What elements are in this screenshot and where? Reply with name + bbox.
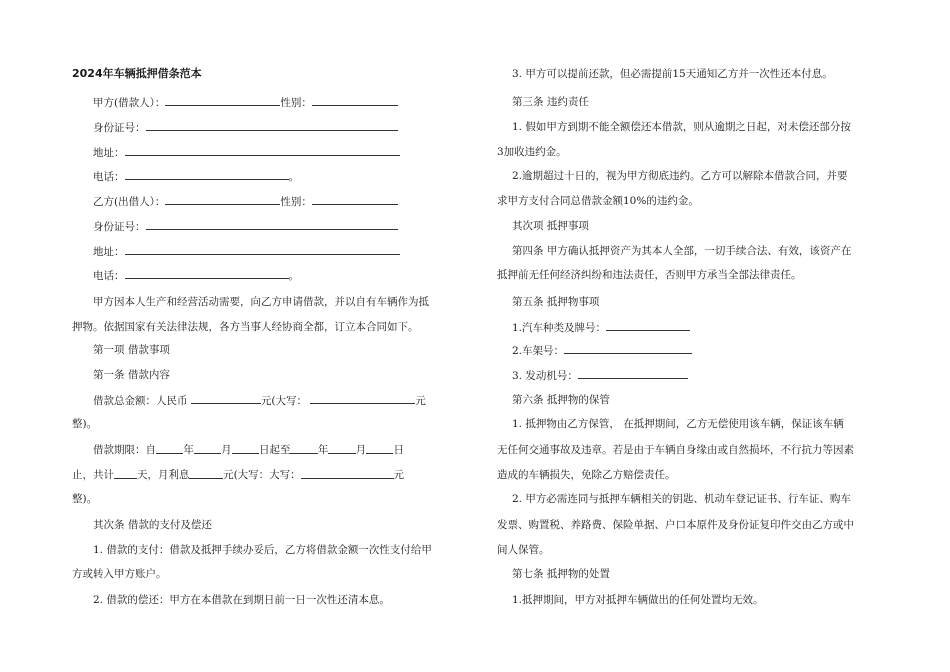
party-a-name-line: 甲方(借款人）： 性别：: [72, 95, 398, 110]
party-a-name-blank[interactable]: [165, 95, 280, 106]
section-2-heading: 其次项 抵押事项: [512, 220, 589, 232]
party-a-address-blank[interactable]: [125, 145, 400, 156]
article-4-line-1: 第四条 甲方确认抵押资产为其本人全部，一切手续合法、有效，该资产在: [512, 245, 852, 257]
term-end-day-blank[interactable]: [366, 443, 393, 454]
article-3-heading: 第三条 违约责任: [512, 96, 589, 108]
custody-clause-2b: 发票、购置税、养路费、保险单据、户口本原件及身份证复印件交由乙方或中: [497, 519, 854, 531]
loan-term-line-2: 止，共计 天，月利息 元(大写：大写： 元: [72, 469, 404, 481]
party-a-phone-blank[interactable]: [125, 169, 289, 180]
default-clause-2a: 2.逾期超过十日的，视为甲方彻底违约。乙方可以解除本借款合同，并要: [512, 170, 848, 182]
party-b-address-blank[interactable]: [125, 244, 400, 255]
default-clause-1b: 3加收违约金。: [497, 146, 567, 158]
payment-clause-1b: 方或转入甲方账户。: [72, 568, 167, 580]
loan-term-end: 整)。: [72, 493, 98, 505]
payment-clause-1a: 1. 借款的支付：借款及抵押手续办妥后，乙方将借款金额一次性支付给甲: [93, 544, 432, 556]
loan-term-line-1: 借款期限：自 年 月 日起至 年 月 日: [93, 444, 404, 456]
article-4-line-2: 抵押前无任何经济纠纷和违法责任，否则甲方承当全部法律责任。: [497, 269, 802, 281]
term-days-blank[interactable]: [114, 468, 137, 479]
term-start-day-blank[interactable]: [232, 443, 259, 454]
default-clause-1a: 1. 假如甲方到期不能全额偿还本借款，则从逾期之日起，对未偿还部分按: [512, 121, 851, 133]
article-1-heading: 第一条 借款内容: [93, 369, 170, 381]
custody-clause-2c: 间人保管。: [497, 544, 550, 556]
party-a-phone-line: 电话： 。: [93, 171, 299, 183]
party-b-gender-blank[interactable]: [312, 194, 398, 205]
engine-number-blank[interactable]: [578, 368, 688, 379]
article-7-heading: 第七条 抵押物的处置: [512, 568, 610, 580]
vehicle-type-blank[interactable]: [606, 320, 690, 331]
custody-clause-1a: 1. 抵押物由乙方保管， 在抵押期间，乙方无偿使用该车辆，保证该车辆: [512, 418, 844, 430]
loan-amount-end: 整)。: [72, 418, 98, 430]
party-a-id-blank[interactable]: [146, 120, 398, 131]
term-end-year-blank[interactable]: [290, 443, 317, 454]
custody-clause-1c: 造成的车辆损失，免除乙方赔偿责任。: [497, 469, 676, 481]
intro-line-1: 甲方因本人生产和经营活动需要，向乙方申请借款，并以自有车辆作为抵: [93, 296, 429, 308]
loan-amount-line: 借款总金额：人民币 元(大写： 元: [93, 395, 426, 407]
intro-line-2: 押物。依据国家有关法律法规，各方当事人经协商全都，订立本合同如下。: [72, 321, 419, 333]
payment-clause-2: 2. 借款的偿还：甲方在本借款在到期日前一日一次性还清本息。: [93, 594, 390, 606]
disposal-clause-1: 1.抵押期间，甲方对抵押车辆做出的任何处置均无效。: [512, 594, 764, 606]
early-repayment-clause: 3. 甲方可以提前还款，但必需提前15天通知乙方并一次性还本付息。: [512, 68, 833, 80]
party-a-address-line: 地址：: [72, 145, 400, 160]
custody-clause-2a: 2. 甲方必需连同与抵押车辆相关的钥匙、机动车登记证书、行车证、购车: [512, 493, 851, 505]
frame-number-blank[interactable]: [564, 343, 692, 354]
party-b-address-line: 地址：: [72, 244, 400, 259]
party-b-phone-line: 电话： 。: [93, 270, 299, 282]
party-b-name-line: 乙方(出借人）： 性别：: [72, 194, 398, 209]
engine-number-line: 3. 发动机号：: [512, 368, 688, 383]
term-end-month-blank[interactable]: [328, 443, 355, 454]
amount-words-blank[interactable]: [310, 393, 415, 404]
party-a-gender-blank[interactable]: [312, 95, 398, 106]
party-b-name-blank[interactable]: [165, 194, 280, 205]
amount-figures-blank[interactable]: [191, 393, 261, 404]
party-a-id-line: 身份证号：: [72, 120, 398, 135]
section-1-heading: 第一项 借款事项: [93, 344, 170, 356]
document-title: 2024年车辆抵押借条范本: [72, 67, 202, 80]
article-2-heading: 其次条 借款的支付及偿还: [93, 519, 212, 531]
term-start-month-blank[interactable]: [194, 443, 221, 454]
article-6-heading: 第六条 抵押物的保管: [512, 394, 610, 406]
term-start-year-blank[interactable]: [156, 443, 183, 454]
party-b-id-line: 身份证号：: [72, 219, 398, 234]
vehicle-type-line: 1.汽车种类及牌号：: [512, 320, 690, 335]
frame-number-line: 2.车架号：: [512, 343, 692, 358]
party-b-phone-blank[interactable]: [125, 268, 289, 279]
article-5-heading: 第五条 抵押物事项: [512, 296, 600, 308]
interest-words-blank[interactable]: [301, 468, 394, 479]
interest-figures-blank[interactable]: [189, 468, 223, 479]
default-clause-2b: 求甲方支付合同总借款金额10%的违约金。: [497, 195, 699, 207]
custody-clause-1b: 无任何交通事故及违章。若是由于车辆自身缘由或自然损坏，不行抗力等因素: [497, 444, 854, 456]
party-b-id-blank[interactable]: [146, 219, 398, 230]
